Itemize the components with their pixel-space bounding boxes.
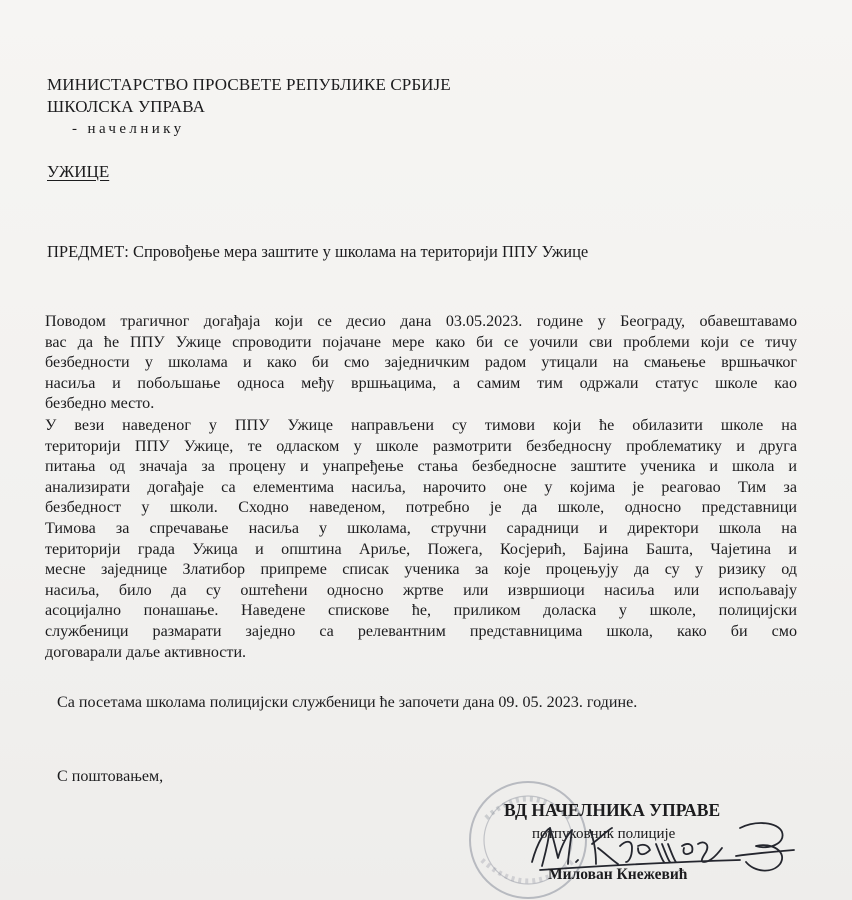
- signatory-name: Милован Кнежевић: [548, 866, 688, 883]
- paragraph-line: насиља, било да су оштећени односно жртве или извршиоци насиља или испољавају: [45, 581, 797, 599]
- paragraph-line: месне заједнице Златибор припреме списак ученика за које процењују да су у ризику од: [45, 561, 797, 579]
- paragraph-line: територији града Ужица и општина Ариље, Пожега, Косјерић, Бајина Башта, Чајетина и: [45, 540, 797, 558]
- paragraph-line: територији ППУ Ужице, те одласком у школе размотрити безбедносну проблематику и друга: [45, 437, 797, 455]
- paragraph-line: безбедно место.: [45, 395, 155, 413]
- ministry-heading: МИНИСТАРСТВО ПРОСВЕТЕ РЕПУБЛИКЕ СРБИЈЕ: [47, 75, 451, 94]
- paragraph-2: [45, 416, 797, 663]
- city-heading: УЖИЦЕ: [47, 162, 110, 181]
- addressee-line: - начелнику: [72, 121, 185, 137]
- subject-line: ПРЕДМЕТ: Спровођење мера заштите у школама на територији ППУ Ужице: [47, 242, 589, 261]
- paragraph-line: Поводом трагичног догађаја који се десио дана 03.05.2023. године у Београду, обавештавамо: [45, 313, 797, 330]
- paragraph-line: договарали даље активности.: [45, 643, 247, 661]
- paragraph-line: У вези наведеног у ППУ Ужице направљени су тимови који ће обилазити школе на: [45, 417, 797, 434]
- paragraph-line: асоцијално понашање. Наведене спискове ће, приликом доласка у школе, полицијски: [45, 602, 797, 620]
- paragraph-line: безбедности у школама и како би смо заједничким радом утицали на смањење вршњачког: [45, 354, 797, 372]
- paragraph-line: вас да ће ППУ Ужице спроводити појачане мере како би се уочили сви проблеми који се тичу: [45, 333, 797, 351]
- paragraph-line: анализирати догађаје са елементима насиља, нарочито оне у којима је реаговао Тим за: [45, 478, 797, 496]
- administration-heading: ШКОЛСКА УПРАВА: [47, 97, 206, 116]
- paragraph-line: службеници размарати заједно са релевантним представницима школа, како би смо: [45, 622, 797, 640]
- paragraph-3: Са посетама школама полицијски службеници ће започети дана 09. 05. 2023. године.: [57, 694, 638, 711]
- signatory-title: ВД НАЧЕЛНИКА УПРАВЕ: [504, 800, 721, 820]
- greeting: С поштовањем,: [57, 768, 164, 785]
- paragraph-line: питања од значаја за процену и унапређење стања безбедносне заштите ученика и школа и: [45, 458, 797, 476]
- paragraph-line: насиља и побољшање односа међу вршњацима, а самим тим одржали статус школе као: [45, 374, 797, 392]
- signatory-rank: потпуковник полиције: [532, 826, 676, 842]
- paragraph-1: [45, 312, 797, 415]
- paragraph-line: Тимова за спречавање насиља у школама, стручни сарадници и директори школа на: [45, 519, 797, 537]
- paragraph-line: безбедност у школи. Сходно наведеном, потребно је да школе, односно представници: [45, 499, 797, 517]
